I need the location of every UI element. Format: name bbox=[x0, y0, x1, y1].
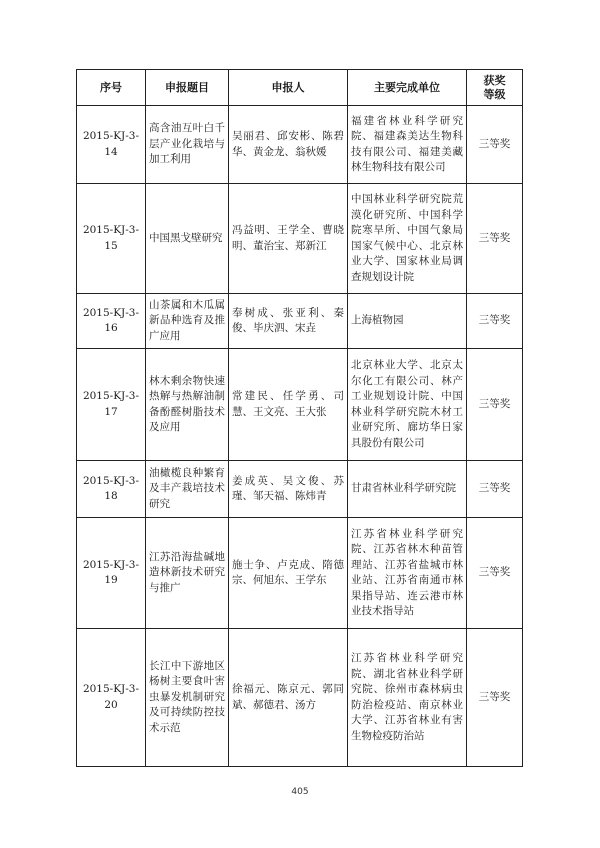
header-unit: 主要完成单位 bbox=[348, 70, 467, 106]
row-level: 三等奖 bbox=[467, 106, 523, 184]
row-people: 常建民、任学勇、司慧、王文亮、王大张 bbox=[229, 349, 348, 461]
row-people: 施士争、卢克成、隋德宗、何旭东、王学东 bbox=[229, 518, 348, 629]
row-id: 2015-KJ-3-17 bbox=[77, 349, 146, 461]
header-level bbox=[467, 70, 523, 106]
header-level-line1: 获奖 bbox=[483, 73, 506, 87]
row-id: 2015-KJ-3-20 bbox=[77, 629, 146, 767]
table-row bbox=[77, 629, 523, 767]
header-people: 申报人 bbox=[229, 70, 348, 106]
row-title: 江苏沿海盐碱地造林新技术研究与推广 bbox=[146, 518, 229, 629]
awards-table bbox=[76, 69, 523, 767]
row-title: 长江中下游地区杨树主要食叶害虫暴发机制研究及可持续防控技术示范 bbox=[146, 629, 229, 767]
row-people: 奉树成、张亚利、秦俊、毕庆泗、宋垚 bbox=[229, 294, 348, 349]
table-row bbox=[77, 106, 523, 184]
row-id: 2015-KJ-3-16 bbox=[77, 294, 146, 349]
row-level: 三等奖 bbox=[467, 184, 523, 294]
header-id: 序号 bbox=[77, 70, 146, 106]
row-id: 2015-KJ-3-14 bbox=[77, 106, 146, 184]
table-row bbox=[77, 349, 523, 461]
row-title: 高含油互叶白千层产业化栽培与加工利用 bbox=[146, 106, 229, 184]
row-people: 吴丽君、邱安彬、陈碧华、黄金龙、翁秋媛 bbox=[229, 106, 348, 184]
header-title: 申报题目 bbox=[146, 70, 229, 106]
row-level: 三等奖 bbox=[467, 461, 523, 518]
table-row bbox=[77, 518, 523, 629]
header-row bbox=[77, 70, 523, 106]
row-id: 2015-KJ-3-18 bbox=[77, 461, 146, 518]
row-unit: 中国林业科学研究院荒漠化研究所、中国科学院寒旱所、中国气象局国家气候中心、北京林业大学、国家林业局调查规划设计院 bbox=[348, 184, 467, 294]
row-title: 山茶属和木瓜属新品种选育及推广应用 bbox=[146, 294, 229, 349]
row-people: 冯益明、王学全、曹晓明、董治宝、郑新江 bbox=[229, 184, 348, 294]
row-unit: 甘肃省林业科学研究院 bbox=[348, 461, 467, 518]
row-level: 三等奖 bbox=[467, 294, 523, 349]
row-id: 2015-KJ-3-19 bbox=[77, 518, 146, 629]
row-id: 2015-KJ-3-15 bbox=[77, 184, 146, 294]
row-unit: 北京林业大学、北京太尔化工有限公司、林产工业规划设计院、中国林业科学研究院木材工业研究所、廊坊华日家具股份有限公司 bbox=[348, 349, 467, 461]
row-people: 徐福元、陈京元、郭同斌、郝德君、汤方 bbox=[229, 629, 348, 767]
row-level: 三等奖 bbox=[467, 349, 523, 461]
row-level: 三等奖 bbox=[467, 518, 523, 629]
row-title: 油橄榄良种繁育及丰产栽培技术研究 bbox=[146, 461, 229, 518]
row-title: 中国黑戈壁研究 bbox=[146, 184, 229, 294]
row-unit: 福建省林业科学研究院、福建森美达生物科技有限公司、福建美藏林生物科技有限公司 bbox=[348, 106, 467, 184]
table-row bbox=[77, 184, 523, 294]
row-people: 姜成英、吴文俊、苏瑾、邹天福、陈炜青 bbox=[229, 461, 348, 518]
row-title: 林木剩余物快速热解与热解油制备酚醛树脂技术及应用 bbox=[146, 349, 229, 461]
row-unit: 江苏省林业科学研究院、湖北省林业科学研究院、徐州市森林病虫防治检疫站、南京林业大学、江苏省林业有害生物检疫防治站 bbox=[348, 629, 467, 767]
row-unit: 江苏省林业科学研究院、江苏省林木种苗管理站、江苏省盐城市林业站、江苏省南通市林果指导站、连云港市林业技术指导站 bbox=[348, 518, 467, 629]
row-unit: 上海植物园 bbox=[348, 294, 467, 349]
table-row bbox=[77, 461, 523, 518]
page-number: 405 bbox=[291, 787, 309, 797]
table-row bbox=[77, 294, 523, 349]
header-level-line2: 等级 bbox=[483, 87, 506, 101]
row-level: 三等奖 bbox=[467, 629, 523, 767]
